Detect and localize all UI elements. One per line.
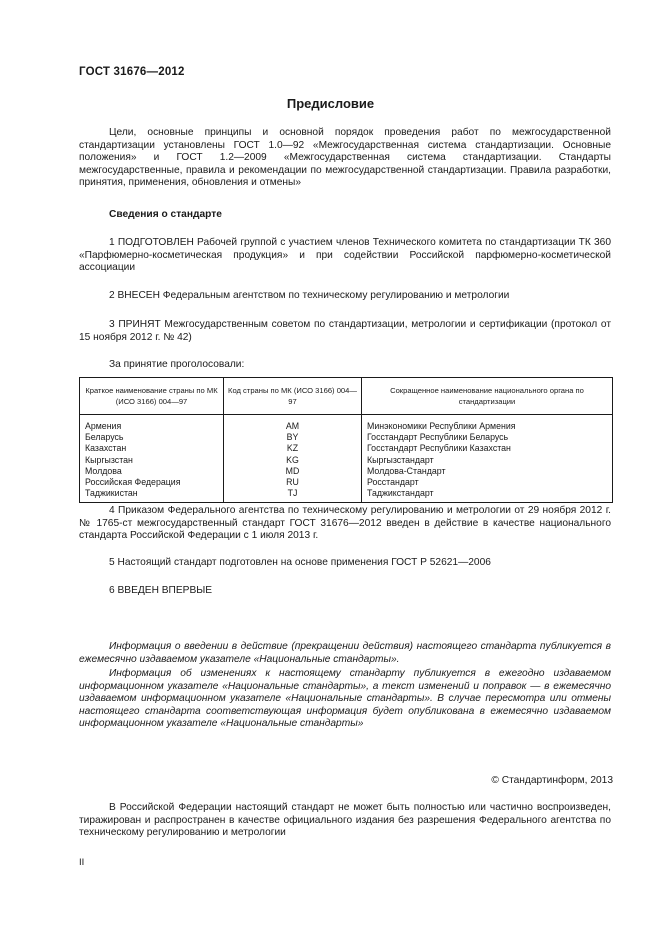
body-cell: Таджикстандарт: [362, 488, 613, 503]
table-row: [80, 415, 613, 433]
vote-intro: За принятие проголосовали:: [109, 359, 245, 370]
column-header-code: Код страны по МК (ИСО 3166) 004—97: [224, 378, 362, 415]
country-cell: Казахстан: [80, 443, 224, 454]
code-cell: BY: [224, 432, 362, 443]
country-cell: Кыргызстан: [80, 455, 224, 466]
item-1-paragraph: 1 ПОДГОТОВЛЕН Рабочей группой с участием членов Технического комитета по стандартизации ТК 360 «Парфюмерно-косметическая продукция» и при содействии Российской парфюмерно-косметической ассоциации: [79, 237, 611, 274]
body-cell: Госстандарт Республики Казахстан: [362, 443, 613, 454]
item-5-paragraph: 5 Настоящий стандарт подготовлен на основе применения ГОСТ Р 52621—2006: [109, 557, 491, 568]
column-header-country: Краткое наименование страны по МК (ИСО 3166) 004—97: [80, 378, 224, 415]
table-row: [80, 443, 613, 454]
country-cell: Российская Федерация: [80, 477, 224, 488]
code-cell: MD: [224, 466, 362, 477]
code-cell: KZ: [224, 443, 362, 454]
country-cell: Таджикистан: [80, 488, 224, 503]
code-cell: TJ: [224, 488, 362, 503]
code-cell: KG: [224, 455, 362, 466]
intro-paragraph: Цели, основные принципы и основной порядок проведения работ по межгосударственной стандартизации установлены ГОСТ 1.0—92 «Межгосударственная система стандартизации. Основные положения» и ГОСТ 1.2—2009 «Межгосударственная система стандартизации. Стандарты межгосударственные, правила и рекомендации по межгосударственной стандартизации. Правила разработки, принятия, применения, обновления и отмены»: [79, 127, 611, 189]
copyright-notice: © Стандартинформ, 2013: [491, 775, 613, 786]
code-cell: AM: [224, 415, 362, 433]
column-header-body: Сокращенное наименование национального органа по стандартизации: [362, 378, 613, 415]
code-cell: RU: [224, 477, 362, 488]
country-cell: Молдова: [80, 466, 224, 477]
body-cell: Молдова-Стандарт: [362, 466, 613, 477]
info-paragraph-1: Информация о введении в действие (прекращении действия) настоящего стандарта публикуется в ежемесячно издаваемом указателе «Национальные стандарты».: [79, 641, 611, 665]
table-row: [80, 477, 613, 488]
body-cell: Минэкономики Республики Армения: [362, 415, 613, 433]
section-heading: Сведения о стандарте: [109, 209, 222, 220]
info-paragraph-2: Информация об изменениях к настоящему стандарту публикуется в ежегодно издаваемом информационном указателе «Национальные стандарты», а текст изменений и поправок — в ежемесячно издаваемом информационном указателе «Национальные стандарты». В случае пересмотра или отмены настоящего стандарта соответствующая информация будет опубликована в ежемесячно издаваемом информационном указателе «Национальные стандарты»: [79, 668, 611, 730]
body-cell: Кыргызстандарт: [362, 455, 613, 466]
table-row: [80, 466, 613, 477]
standard-header: ГОСТ 31676—2012: [79, 66, 185, 78]
voting-table: [79, 377, 613, 503]
item-4-paragraph: 4 Приказом Федерального агентства по техническому регулированию и метрологии от 29 ноября 2012 г. № 1765-ст межгосударственный стандарт ГОСТ 31676—2012 введен в действие в качестве национального стандарта Российской Федерации с 1 июля 2013 г.: [79, 505, 611, 542]
item-6-paragraph: 6 ВВЕДЕН ВПЕРВЫЕ: [109, 585, 213, 596]
item-2-paragraph: 2 ВНЕСЕН Федеральным агентством по техническому регулированию и метрологии: [109, 290, 510, 301]
page-title: Предисловие: [286, 96, 375, 111]
page-number: II: [79, 857, 85, 868]
country-cell: Беларусь: [80, 432, 224, 443]
country-cell: Армения: [80, 415, 224, 433]
table-row: [80, 488, 613, 503]
body-cell: Госстандарт Республики Беларусь: [362, 432, 613, 443]
table-header-row: [80, 378, 613, 415]
table-row: [80, 432, 613, 443]
rights-paragraph: В Российской Федерации настоящий стандарт не может быть полностью или частично воспроизведен, тиражирован и распространен в качестве официального издания без разрешения Федерального агентства по техническому регулированию и метрологии: [79, 802, 611, 839]
item-3-paragraph: 3 ПРИНЯТ Межгосударственным советом по стандартизации, метрологии и сертификации (протокол от 15 ноября 2012 г. № 42): [79, 319, 611, 343]
table-row: [80, 455, 613, 466]
body-cell: Росстандарт: [362, 477, 613, 488]
